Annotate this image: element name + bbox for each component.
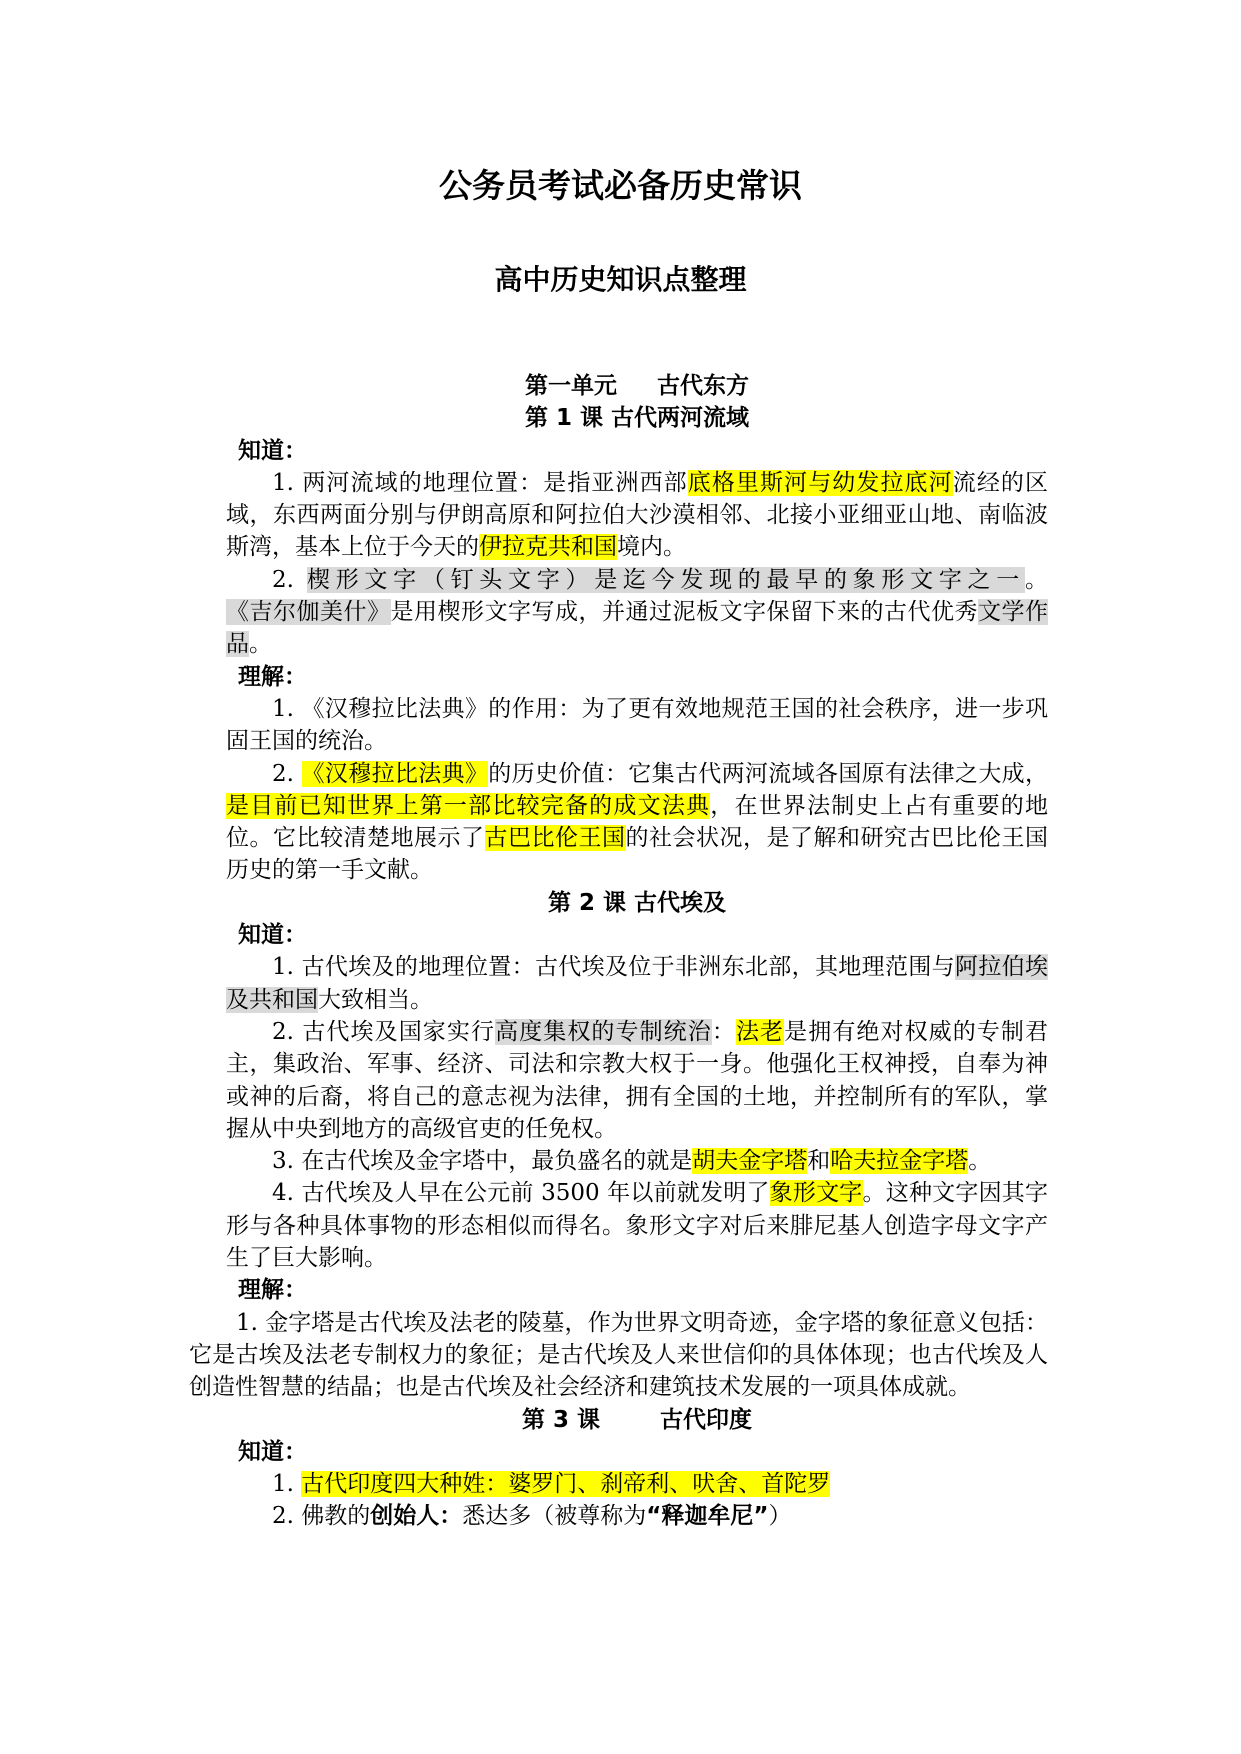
highlight: 是目前已知世界上第一部比较完备的成文法典: [226, 792, 711, 819]
section-label-understand: 理解：: [238, 1277, 307, 1304]
highlight: 伊拉克共和国: [479, 534, 617, 561]
lesson-number: 第 3 课: [521, 1406, 601, 1433]
gray-highlight: 《吉尔伽美什》: [226, 599, 391, 626]
unit-heading: [226, 370, 1048, 402]
section-label-understand: 理解：: [238, 663, 307, 690]
highlight: 古巴比伦王国: [484, 825, 626, 852]
paragraph: 2. 《汉穆拉比法典》的历史价值：它集古代两河流域各国原有法律之大成，是目前已知世界上第一部比较完备的成文法典，在世界法制史上占有重要的地位。它比较清楚地展示了古巴比伦王国的社会状况，是了解和研究古巴比伦王国历史的第一手文献。: [226, 760, 1049, 884]
lesson-heading: 第 2 课 古代埃及: [547, 889, 727, 916]
highlight: 底格里斯河与幼发拉底河: [687, 469, 953, 496]
section-label-know: 知道：: [238, 1438, 307, 1465]
paragraph: 4. 古代埃及人早在公元前 3500 年以前就发明了象形文字。这种文字因其字形与各种具体事物的形态相似而得名。象形文字对后来腓尼基人创造字母文字产生了巨大影响。: [226, 1180, 1049, 1272]
paragraph: 1. 《汉穆拉比法典》的作用：为了更有效地规范王国的社会秩序，进一步巩固王国的统治。: [226, 695, 1048, 755]
paragraph: 1. 古代印度四大种姓：婆罗门、刹帝利、吠舍、首陀罗: [272, 1471, 831, 1498]
highlight: 哈夫拉金字塔: [830, 1148, 969, 1175]
lesson-heading: 第 1 课 古代两河流域: [524, 405, 750, 432]
unit-title: 古代东方: [657, 373, 749, 399]
bold-term: “释迦牟尼”: [646, 1503, 769, 1530]
bold-term: 创始人：: [370, 1503, 463, 1530]
gray-highlight: 高度集权的专制统治: [495, 1018, 712, 1045]
document-subtitle: 高中历史知识点整理: [494, 263, 747, 296]
highlight: 象形文字: [769, 1180, 863, 1207]
gray-highlight: 阿拉伯埃及共和国: [226, 954, 1048, 1013]
document-title: 公务员考试必备历史常识: [439, 166, 802, 205]
highlight: 胡夫金字塔: [692, 1148, 808, 1175]
paragraph: 3. 在古代埃及金字塔中，最负盛名的就是胡夫金字塔和哈夫拉金字塔。: [272, 1148, 992, 1175]
paragraph: 1. 金字塔是古代埃及法老的陵墓，作为世界文明奇迹，金字塔的象征意义包括：它是古埃及法老专制权力的象征；是古代埃及人来世信仰的具体体现；也古代埃及人创造性智慧的结晶；也是古代埃及社会经济和建筑技术发展的一项具体成就。: [189, 1309, 1048, 1401]
section-label-know: 知道：: [238, 437, 307, 464]
highlight: 古代印度四大种姓：婆罗门、刹帝利、吠舍、首陀罗: [301, 1471, 831, 1498]
gray-highlight: 文学作品: [226, 599, 1048, 658]
highlight: 法老: [735, 1018, 785, 1045]
paragraph: 1. 古代埃及的地理位置：古代埃及位于非洲东北部，其地理范围与阿拉伯埃及共和国大致相当。: [226, 954, 1048, 1013]
highlight: 《汉穆拉比法典》: [301, 760, 489, 787]
paragraph: 2. 古代埃及国家实行高度集权的专制统治：法老是拥有绝对权威的专制君主，集政治、军事、经济、司法和宗教大权于一身。他强化王权神授，自奉为神或神的后裔，将自己的意志视为法律，拥有全国的土地，并控制所有的军队，掌握从中央到地方的高级官吏的任免权。: [226, 1018, 1049, 1142]
paragraph: 2. 楔形文字（钉头文字）是迄今发现的最早的象形文字之一。《吉尔伽美什》是用楔形文字写成，并通过泥板文字保留下来的古代优秀文学作品。: [226, 566, 1048, 658]
lesson-title: 古代印度: [660, 1406, 753, 1433]
document-body: [189, 370, 1049, 1533]
gray-highlight: 楔形文字（钉头文字）是迄今发现的最早的象形文字之一: [306, 566, 1025, 593]
paragraph: 2. 佛教的创始人：悉达多（被尊称为“释迦牟尼”）: [272, 1503, 792, 1530]
paragraph: 1. 两河流域的地理位置：是指亚洲西部底格里斯河与幼发拉底河流经的区域，东西两面分别与伊朗高原和阿拉伯大沙漠相邻、北接小亚细亚山地、南临波斯湾，基本上位于今天的伊拉克共和国境内。: [226, 469, 1049, 561]
section-label-know: 知道：: [238, 922, 307, 949]
unit-number: 第一单元: [525, 373, 617, 399]
lesson-heading: [226, 1404, 1048, 1436]
